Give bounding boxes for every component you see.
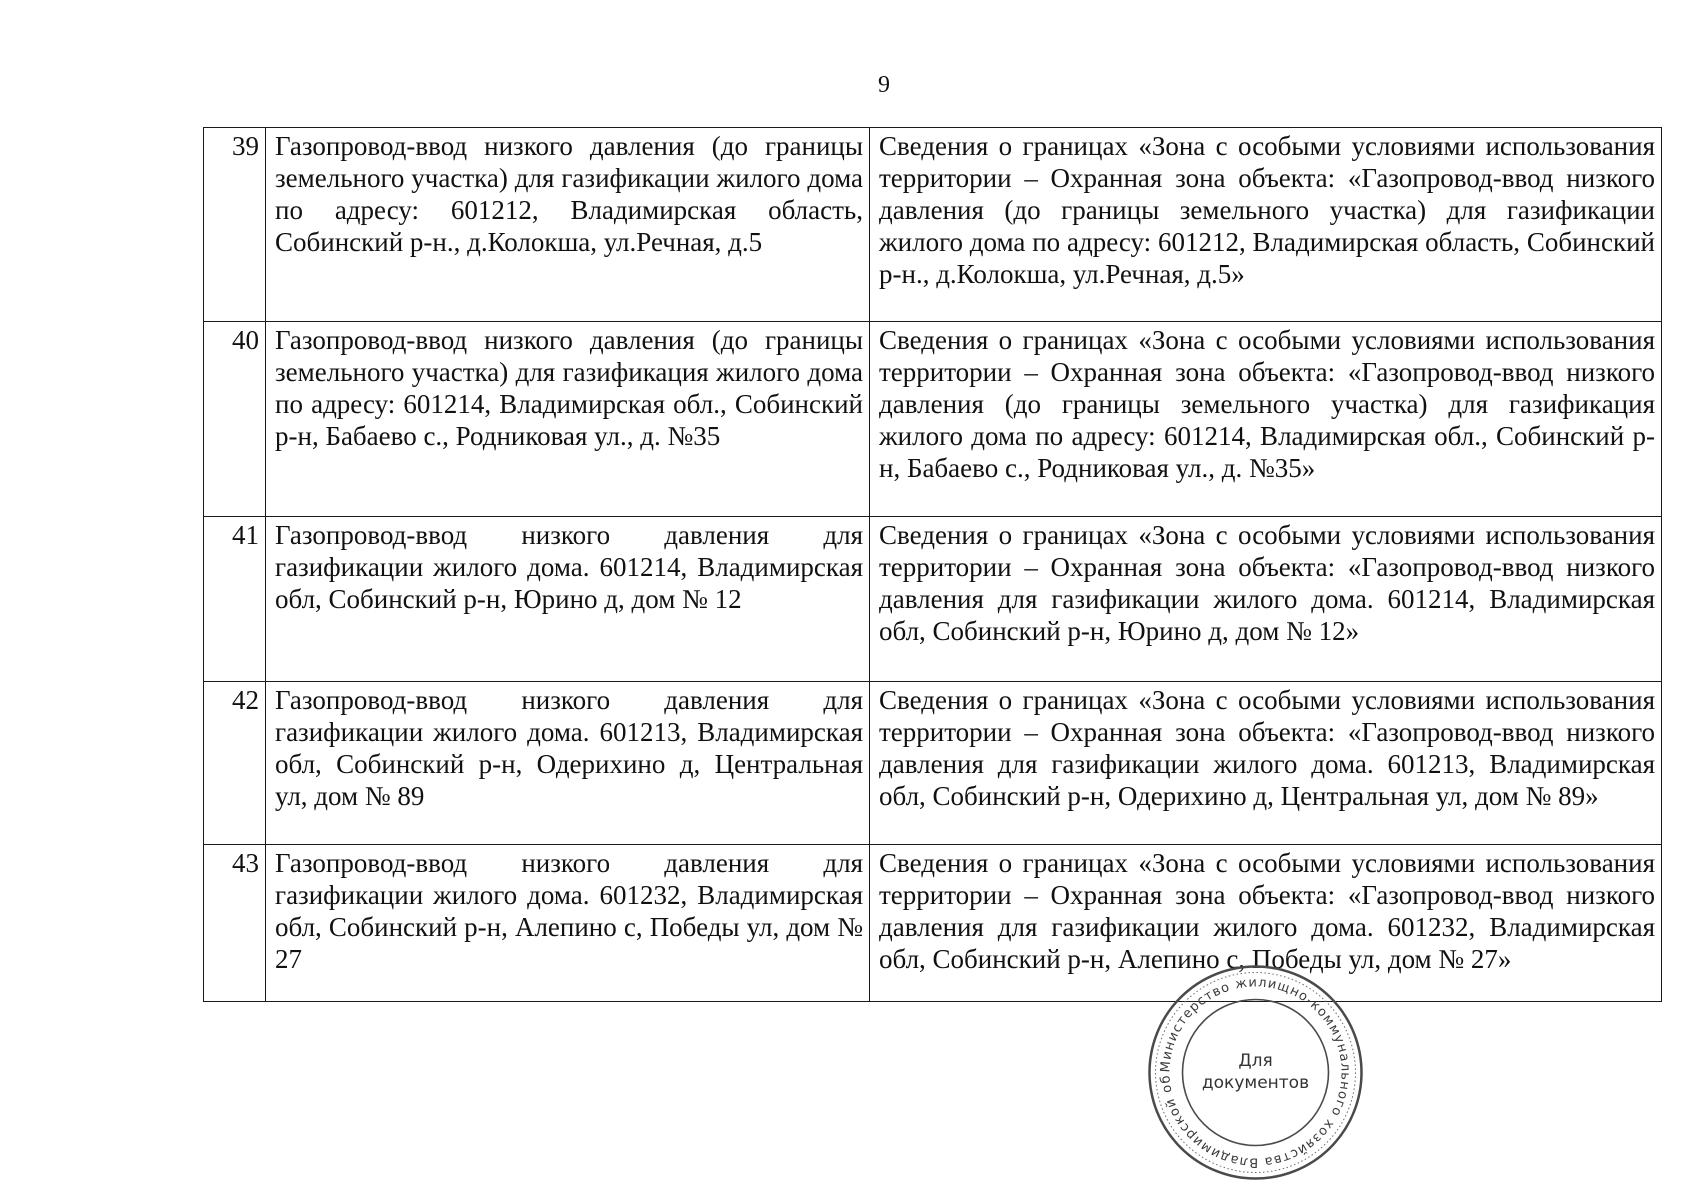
row-number: 40 <box>204 322 266 517</box>
object-name: Газопровод-ввод низкого давления для газификации жилого дома. 601213, Владимирская обл, Собинский р-н, Одерихино д, Центральная ул, дом № 89 <box>266 682 870 845</box>
table-row <box>204 128 1662 322</box>
zone-info: Сведения о границах «Зона с особыми условиями использования территории – Охранная зона объекта: «Газопровод-ввод низкого давления (до границы земельного участка) для газификация жилого дома по адресу: 601214, Владимирская обл., Собинский р-н, Бабаево с., Родниковая ул., д. №35» <box>870 322 1662 517</box>
table-row <box>204 682 1662 845</box>
row-number: 43 <box>204 845 266 1002</box>
table-row <box>204 517 1662 682</box>
zone-info: Сведения о границах «Зона с особыми условиями использования территории – Охранная зона объекта: «Газопровод-ввод низкого давления для газификации жилого дома. 601232, Владимирская обл, Собинский р-н, Алепино с, Победы ул, дом № 27» <box>870 845 1662 1002</box>
row-number: 42 <box>204 682 266 845</box>
zones-table <box>203 127 1662 1002</box>
object-name: Газопровод-ввод низкого давления для газификации жилого дома. 601214, Владимирская обл, Собинский р-н, Юрино д, дом № 12 <box>266 517 870 682</box>
zone-info: Сведения о границах «Зона с особыми условиями использования территории – Охранная зона объекта: «Газопровод-ввод низкого давления (до границы земельного участка) для газификации жилого дома по адресу: 601212, Владимирская область, Собинский р-н., д.Колокша, ул.Речная, д.5» <box>870 128 1662 322</box>
zone-info: Сведения о границах «Зона с особыми условиями использования территории – Охранная зона объекта: «Газопровод-ввод низкого давления для газификации жилого дома. 601214, Владимирская обл, Собинский р-н, Юрино д, дом № 12» <box>870 517 1662 682</box>
stamp-center-line-2: документов <box>1201 1073 1310 1093</box>
row-number: 39 <box>204 128 266 322</box>
official-stamp <box>1143 960 1368 1185</box>
object-name: Газопровод-ввод низкого давления (до границы земельного участка) для газификации жилого дома по адресу: 601212, Владимирская область, Собинский р-н., д.Колокша, ул.Речная, д.5 <box>266 128 870 322</box>
stamp-seal-graphic <box>1143 960 1368 1185</box>
object-name: Газопровод-ввод низкого давления (до границы земельного участка) для газификация жилого дома по адресу: 601214, Владимирская обл., Собинский р-н, Бабаево с., Родниковая ул., д. №35 <box>266 322 870 517</box>
object-name: Газопровод-ввод низкого давления для газификации жилого дома. 601232, Владимирская обл, Собинский р-н, Алепино с, Победы ул, дом № 27 <box>266 845 870 1002</box>
row-number: 41 <box>204 517 266 682</box>
stamp-ring-text: Министерство жилищно-коммунального хозяйства Владимирской об <box>1158 975 1353 1170</box>
table-row <box>204 322 1662 517</box>
table-row <box>204 845 1662 1002</box>
stamp-center-line-1: Для <box>1238 1051 1273 1071</box>
zone-info: Сведения о границах «Зона с особыми условиями использования территории – Охранная зона объекта: «Газопровод-ввод низкого давления для газификации жилого дома. 601213, Владимирская обл, Собинский р-н, Одерихино д, Центральная ул, дом № 89» <box>870 682 1662 845</box>
page-number: 9 <box>878 72 890 98</box>
